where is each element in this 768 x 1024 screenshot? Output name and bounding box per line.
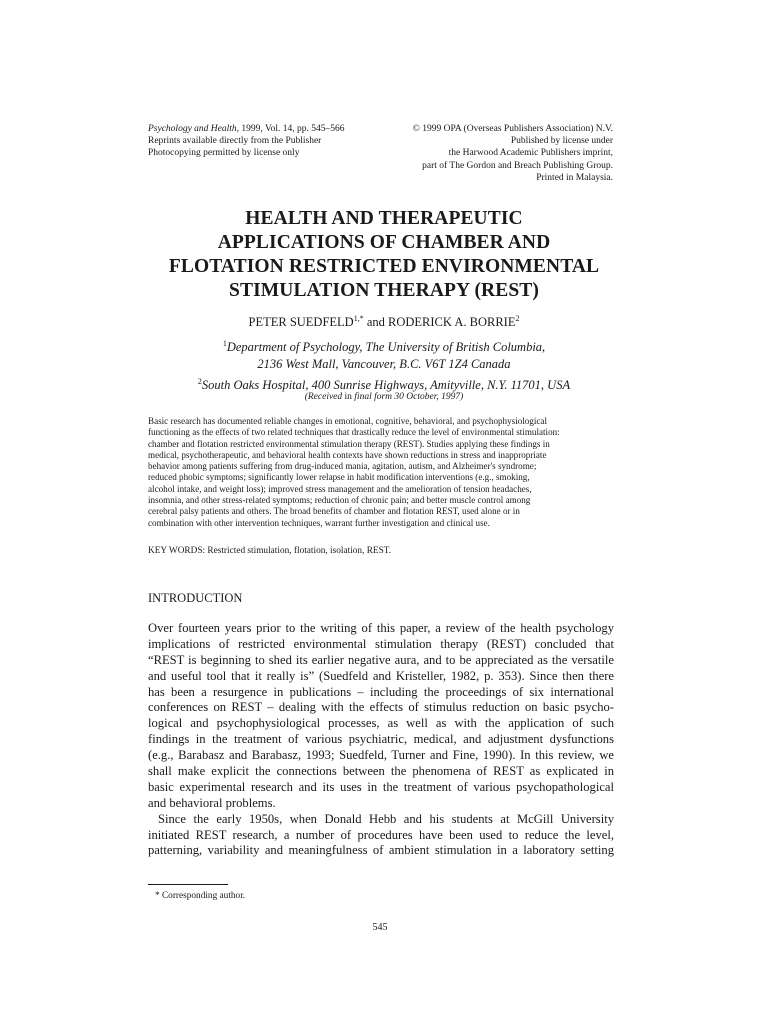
journal-citation-block [148, 123, 388, 159]
imprint-line: the Harwood Academic Publishers imprint, [448, 148, 613, 159]
body-line: (e.g., Barabasz and Barabasz, 1993; Suedfeld, Turner and Fine, 1990). In this review, we [148, 748, 614, 763]
affiliation-line: 2136 West Mall, Vancouver, B.C. V6T 1Z4 Canada [257, 357, 511, 372]
abstract [148, 416, 614, 529]
received-date: (Received in final form 30 October, 1997) [304, 392, 464, 402]
body-line: implications of restricted environmental stimulation therapy (REST) concluded that [148, 636, 614, 651]
body-line: shall make explicit the connections between the phenomena of REST as explicated in [148, 764, 614, 779]
group-line: part of The Gordon and Breach Publishing Group. [422, 160, 613, 171]
body-line: conferences on REST – dealing with the effects of stimulus reduction on basic psycho- [148, 700, 614, 715]
footnote-rule [148, 884, 228, 885]
body-line: patterning, variability and meaningfulness of ambient stimulation in a laboratory setting [148, 843, 614, 858]
copyright-block [385, 123, 613, 184]
title-line: APPLICATIONS OF CHAMBER AND [217, 232, 551, 253]
body-line: initiated REST research, a number of procedures have been used to reduce the level, [148, 827, 614, 842]
article-title [150, 207, 618, 303]
abstract-line: chamber and flotation restricted environmental stimulation therapy (REST). Studies applying these findings in [148, 438, 550, 449]
body-line: logical and psychophysiological processes, as well as with the application of such [148, 716, 614, 731]
abstract-line: functioning as the effects of two related techniques that drastically reduce the level of environmental stimulation: [148, 427, 560, 438]
author-joiner: and [363, 315, 389, 330]
title-line: STIMULATION THERAPY (REST) [229, 280, 539, 301]
author-affiliation-mark: 2 [515, 314, 520, 323]
body-line: findings in the treatment of various psychiatric, medical, and adjustment dysfunctions [148, 732, 614, 747]
body-line: Over fourteen years prior to the writing of this paper, a review of the health psychology [148, 621, 614, 635]
abstract-line: behavior among patients suffering from drug-induced mania, agitation, autism, and Alzheimer's syndrome; [148, 461, 537, 472]
body-line: “REST is beginning to shed its earlier negative aura, and to be appreciated as the versatile [148, 652, 614, 667]
section-heading: INTRODUCTION [148, 591, 243, 605]
affiliation-line: $^2$South Oaks Hospital, 400 Sunrise Highways, Amityville, N.Y. 11701, USA [197, 377, 571, 393]
abstract-line: alcohol intake, and weight loss); improved stress management and the amelioration of tension headaches, [148, 483, 532, 494]
affiliation-line: $^1$Department of Psychology, The University of British Columbia, [222, 339, 546, 355]
author-name: RODERICK A. BORRIE [388, 315, 516, 330]
copyright-line: © 1999 OPA (Overseas Publishers Association) N.V. [412, 124, 613, 134]
body-line: basic experimental research and its uses in the treatment of various psychopathological [148, 779, 614, 794]
reprints-line: Reprints available directly from the Publisher [148, 136, 322, 146]
title-line: HEALTH AND THERAPEUTIC [245, 208, 523, 229]
body-line: has been a resurgence in publications – including the proceedings of six international [148, 684, 614, 699]
page-number: 545 [372, 922, 388, 933]
abstract-line: reduced phobic symptoms; significantly lower relapse in habit modification interventions (e.g., smoking, [148, 472, 530, 483]
author-affiliation-mark: 1,* [353, 314, 364, 323]
abstract-line: Basic research has documented reliable changes in emotional, cognitive, behavioral, and psychophysiological [148, 416, 547, 426]
keywords: KEY WORDS: Restricted stimulation, flotation, isolation, REST. [148, 546, 392, 556]
affiliations [150, 335, 618, 394]
body-line: and useful tool that it really is” (Suedfeld and Kristeller, 1982, p. 353). Since then there [148, 668, 614, 683]
title-line: FLOTATION RESTRICTED ENVIRONMENTAL [168, 256, 600, 277]
author-list [150, 314, 618, 330]
abstract-line: medical, psychotherapeutic, and behavioral health contexts have shown reductions in stress and inappropriate [148, 449, 547, 460]
abstract-line: insomnia, and other stress-related symptoms; reduction of chronic pain; and better muscle control among [148, 495, 531, 506]
photocopy-line: Photocopying permitted by license only [148, 148, 300, 158]
body-line: and behavioral problems. [148, 795, 276, 810]
author-name: PETER SUEDFELD [248, 315, 354, 330]
footnote: * Corresponding author. [155, 891, 246, 901]
publisher-line: Published by license under [510, 136, 613, 147]
abstract-line: combination with other intervention techniques, warrant further investigation and clinical use. [148, 517, 490, 528]
abstract-line: cerebral palsy patients and others. The broad benefits of chamber and flotation REST, used alone or in [148, 506, 520, 517]
printed-line: Printed in Malaysia. [536, 172, 613, 183]
body-line: Since the early 1950s, when Donald Hebb and his students at McGill University [158, 811, 614, 826]
journal-citation-line: Psychology and Health, 1999, Vol. 14, pp. 545–566 [148, 124, 345, 134]
body-text [148, 621, 614, 859]
